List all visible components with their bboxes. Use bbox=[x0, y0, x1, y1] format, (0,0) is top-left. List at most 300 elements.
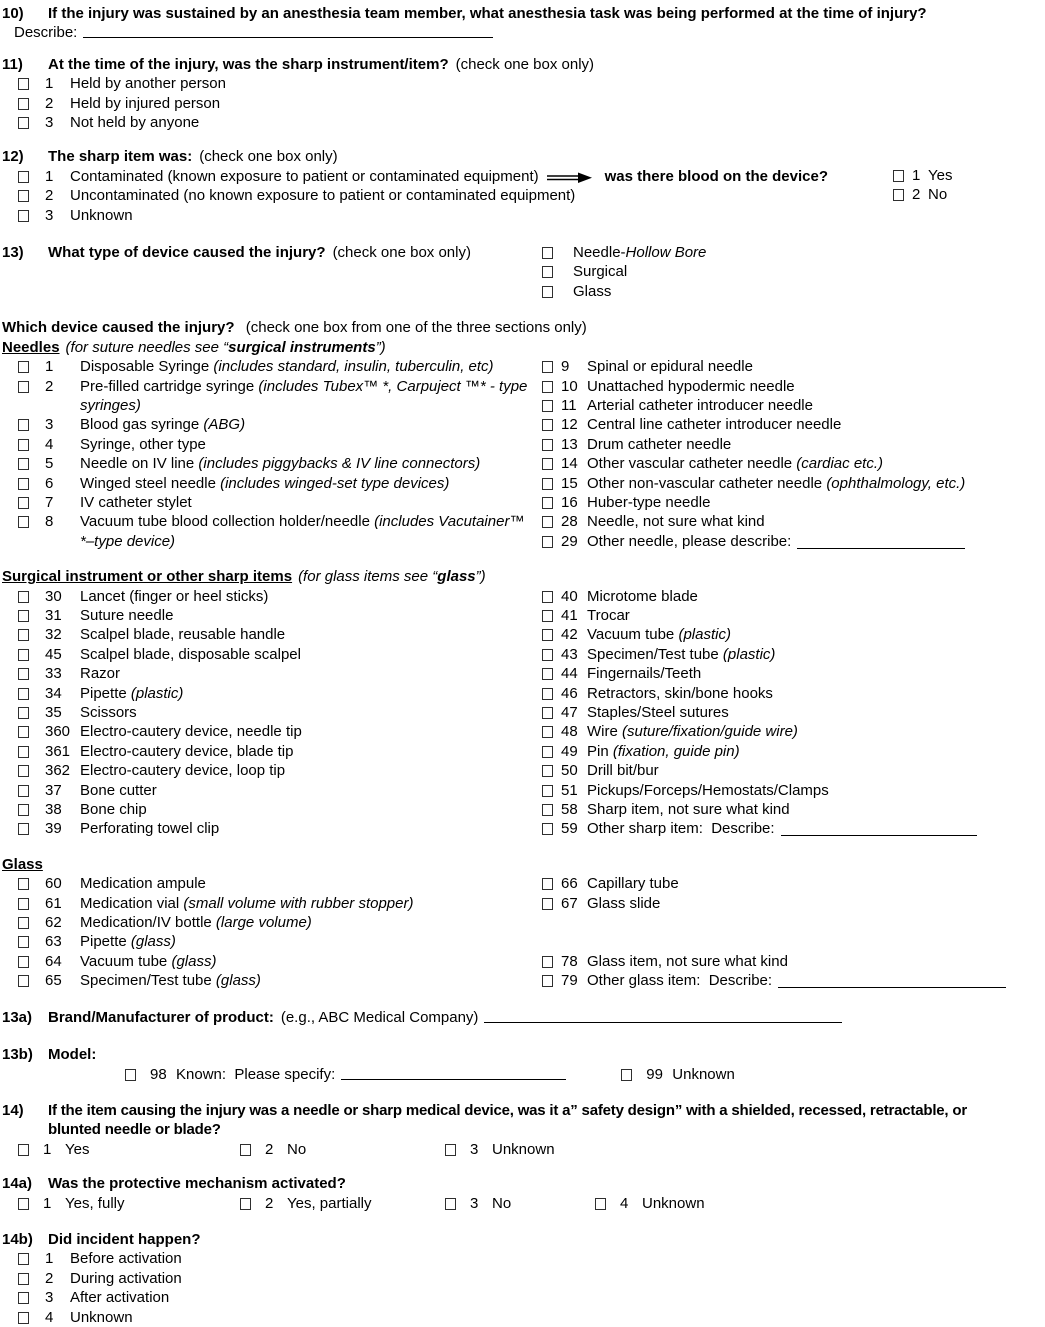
option-label: Held by another person bbox=[70, 75, 226, 93]
checkbox-option-row bbox=[540, 952, 1045, 971]
glass-right-column bbox=[540, 874, 1045, 990]
surgical-left-column bbox=[2, 587, 540, 839]
checkbox-option-row bbox=[540, 282, 706, 301]
option-label: Unknown bbox=[70, 1308, 133, 1326]
checkbox[interactable] bbox=[893, 189, 904, 201]
option-label-text: Glass bbox=[573, 282, 612, 300]
checkbox[interactable] bbox=[542, 804, 553, 816]
checkbox[interactable] bbox=[542, 439, 553, 451]
checkbox-option-row bbox=[2, 894, 540, 913]
section-hint: (check one box from one of the three sections only) bbox=[245, 319, 587, 337]
option-label: Not held by anyone bbox=[70, 114, 200, 132]
checkbox[interactable] bbox=[18, 1144, 29, 1156]
section-note-bold: surgical instruments bbox=[228, 338, 376, 356]
section-note-post: ”) bbox=[475, 568, 486, 586]
checkbox[interactable] bbox=[18, 936, 29, 948]
checkbox[interactable] bbox=[542, 458, 553, 470]
checkbox[interactable] bbox=[542, 688, 553, 700]
checkbox[interactable] bbox=[542, 707, 553, 719]
option-label: Other vascular catheter needle (cardiac etc.) bbox=[587, 455, 883, 473]
checkbox[interactable] bbox=[18, 898, 29, 910]
option-code: 15 bbox=[561, 474, 578, 492]
checkbox-option-row bbox=[540, 262, 706, 281]
option-label: No bbox=[928, 186, 948, 204]
surgical-section-header bbox=[2, 567, 1045, 586]
checkbox-option bbox=[18, 1140, 240, 1159]
checkbox[interactable] bbox=[18, 917, 29, 929]
option-code: 99 bbox=[646, 1065, 663, 1083]
option-code: 4 bbox=[620, 1194, 629, 1212]
option-label: Unknown bbox=[70, 206, 133, 224]
option-code: 8 bbox=[45, 513, 54, 531]
option-label: Razor bbox=[80, 665, 121, 683]
section-note bbox=[298, 568, 486, 585]
checkbox-option-row bbox=[2, 167, 1045, 186]
option-label: Needle, not sure what kind bbox=[587, 513, 765, 531]
question-14a bbox=[2, 1174, 1045, 1213]
option-code: 50 bbox=[561, 762, 578, 780]
checkbox[interactable] bbox=[18, 98, 29, 110]
option-label: Known: Please specify: bbox=[176, 1065, 336, 1083]
checkbox-option-row bbox=[540, 512, 1045, 531]
option-label: Pre-filled cartridge syringe (includes Tubex™ *, Carpuject ™* - type syringes) bbox=[80, 377, 528, 414]
option-code: 39 bbox=[45, 820, 62, 838]
checkbox-option-row bbox=[2, 761, 540, 780]
option-code: 1 bbox=[45, 75, 54, 93]
checkbox-option-row bbox=[540, 894, 1045, 913]
surgical-section bbox=[2, 567, 1045, 839]
checkbox-option bbox=[445, 1140, 555, 1159]
describe-label: Describe: bbox=[14, 24, 78, 42]
checkbox[interactable] bbox=[542, 516, 553, 528]
checkbox[interactable] bbox=[18, 956, 29, 968]
option-label: Pipette (plastic) bbox=[80, 684, 184, 702]
option-code: 78 bbox=[561, 952, 578, 970]
question-text: Was the protective mechanism activated? bbox=[48, 1175, 346, 1193]
option-code: 66 bbox=[561, 875, 578, 893]
option-label: Yes bbox=[928, 167, 953, 185]
checkbox-option-row bbox=[2, 493, 540, 512]
checkbox-option-row bbox=[540, 819, 1045, 838]
checkbox-option-row bbox=[540, 377, 1045, 396]
option-code: 11 bbox=[561, 396, 577, 414]
checkbox[interactable] bbox=[18, 458, 29, 470]
option-code: 1 bbox=[45, 358, 54, 376]
checkbox[interactable] bbox=[893, 170, 904, 182]
checkbox[interactable] bbox=[542, 361, 553, 373]
checkbox-option-row bbox=[2, 913, 540, 932]
checkbox[interactable] bbox=[18, 381, 29, 393]
checkbox-option-row bbox=[540, 703, 1045, 722]
checkbox[interactable] bbox=[18, 765, 29, 777]
option-label: Specimen/Test tube (plastic) bbox=[587, 645, 776, 663]
blood-yes-option bbox=[893, 166, 952, 185]
option-code: 1 bbox=[43, 1194, 52, 1212]
checkbox[interactable] bbox=[542, 668, 553, 680]
option-label: Other needle, please describe: bbox=[587, 532, 1045, 551]
checkbox[interactable] bbox=[18, 1312, 29, 1324]
checkbox[interactable] bbox=[621, 1069, 632, 1081]
checkbox-option-row bbox=[2, 1269, 1045, 1288]
checkbox[interactable] bbox=[18, 726, 29, 738]
write-in-line[interactable] bbox=[797, 537, 965, 549]
option-label-text: Needle- bbox=[573, 244, 626, 262]
checkbox[interactable] bbox=[125, 1069, 136, 1081]
section-note-pre: (for suture needles see “ bbox=[65, 338, 229, 356]
option-label: Vacuum tube (glass) bbox=[80, 952, 217, 970]
checkbox[interactable] bbox=[18, 629, 29, 641]
checkbox[interactable] bbox=[18, 439, 29, 451]
option-label: Vacuum tube blood collection holder/needle (includes Vacutainer™ *–type device) bbox=[80, 513, 525, 550]
checkbox-option bbox=[240, 1140, 445, 1159]
option-code: 13 bbox=[561, 435, 578, 453]
option-note: (plastic) bbox=[678, 626, 731, 644]
option-code: 3 bbox=[45, 114, 54, 132]
checkbox[interactable] bbox=[542, 746, 553, 758]
question-14b bbox=[2, 1230, 1045, 1327]
option-code: 1 bbox=[45, 167, 54, 185]
checkbox-option-row bbox=[2, 94, 1045, 113]
checkbox[interactable] bbox=[18, 210, 29, 222]
option-code: 14 bbox=[561, 455, 578, 473]
checkbox-option-row bbox=[2, 474, 540, 493]
option-code: 16 bbox=[561, 493, 578, 511]
option-code: 360 bbox=[45, 723, 71, 741]
option-note: (includes piggybacks & IV line connectors) bbox=[198, 455, 481, 473]
option-note: (suture/fixation/guide wire) bbox=[622, 723, 798, 741]
option-label: Retractors, skin/bone hooks bbox=[587, 684, 773, 702]
checkbox[interactable] bbox=[18, 1198, 29, 1210]
checkbox-option-row bbox=[2, 1288, 1045, 1307]
option-code: 61 bbox=[45, 894, 62, 912]
option-code: 2 bbox=[265, 1140, 274, 1158]
checkbox[interactable] bbox=[18, 190, 29, 202]
model-write-in-line[interactable] bbox=[341, 1068, 566, 1080]
needles-left-column bbox=[2, 357, 540, 551]
checkbox-option-row bbox=[540, 493, 1045, 512]
checkbox[interactable] bbox=[542, 878, 553, 890]
checkbox[interactable] bbox=[542, 497, 553, 509]
checkbox-option-row bbox=[2, 206, 1045, 225]
option-code: 4 bbox=[45, 1308, 54, 1326]
checkbox-option-row bbox=[2, 587, 540, 606]
question-line-1: If the item causing the injury was a needle or sharp medical device, was it a” safety design” with a shielded, recessed, retractable, or bbox=[48, 1101, 967, 1119]
checkbox[interactable] bbox=[542, 247, 553, 259]
option-note: (includes winged-set type devices) bbox=[220, 474, 450, 492]
section-note-bold: glass bbox=[437, 568, 476, 586]
checkbox[interactable] bbox=[18, 117, 29, 129]
checkbox-option bbox=[595, 1194, 705, 1213]
section-note-post: ”) bbox=[375, 338, 386, 356]
blood-question: was there blood on the device? bbox=[604, 167, 828, 185]
checkbox[interactable] bbox=[18, 516, 29, 528]
option-code: 51 bbox=[561, 781, 578, 799]
option-label: Wire (suture/fixation/guide wire) bbox=[587, 723, 798, 741]
checkbox[interactable] bbox=[18, 1253, 29, 1265]
checkbox[interactable] bbox=[542, 975, 553, 987]
checkbox[interactable] bbox=[542, 286, 553, 298]
checkbox[interactable] bbox=[542, 823, 553, 835]
checkbox[interactable] bbox=[240, 1198, 251, 1210]
option-label: Other non-vascular catheter needle (ophthalmology, etc.) bbox=[587, 474, 966, 492]
question-hint: (check one box only) bbox=[199, 148, 338, 166]
option-label: Capillary tube bbox=[587, 875, 679, 893]
option-code: 98 bbox=[150, 1065, 167, 1083]
option-note: (cardiac etc.) bbox=[796, 455, 883, 473]
checkbox-option-row bbox=[2, 781, 540, 800]
question-text: If the injury was sustained by an anesthesia team member, what anesthesia task was being performed at the time of injury? bbox=[48, 5, 927, 22]
question-hint: (check one box only) bbox=[332, 244, 471, 262]
checkbox-option-row bbox=[2, 606, 540, 625]
option-label: Central line catheter introducer needle bbox=[587, 416, 842, 434]
question-text: The sharp item was: bbox=[48, 148, 193, 166]
checkbox-option-row bbox=[540, 435, 1045, 454]
option-label: Arterial catheter introducer needle bbox=[587, 396, 813, 414]
checkbox[interactable] bbox=[18, 591, 29, 603]
option-label: Bone chip bbox=[80, 801, 147, 819]
option-code: 5 bbox=[45, 455, 54, 473]
question-12 bbox=[2, 147, 1045, 225]
checkbox[interactable] bbox=[542, 898, 553, 910]
question-hint: (e.g., ABC Medical Company) bbox=[280, 1008, 479, 1026]
option-code: 45 bbox=[45, 645, 62, 663]
option-code: 49 bbox=[561, 742, 578, 760]
checkbox[interactable] bbox=[542, 419, 553, 431]
option-label: During activation bbox=[70, 1269, 182, 1287]
option-label: Contaminated (known exposure to patient or contaminated equipment) bbox=[70, 167, 539, 185]
checkbox[interactable] bbox=[542, 765, 553, 777]
checkbox[interactable] bbox=[18, 649, 29, 661]
option-label bbox=[573, 282, 706, 301]
option-label: Specimen/Test tube (glass) bbox=[80, 972, 261, 990]
question-13b bbox=[2, 1045, 1045, 1084]
question-13a bbox=[2, 1008, 1045, 1027]
checkbox[interactable] bbox=[240, 1144, 251, 1156]
option-note: (plastic) bbox=[722, 645, 776, 663]
option-code: 28 bbox=[561, 513, 578, 531]
checkbox[interactable] bbox=[18, 707, 29, 719]
option-label: Before activation bbox=[70, 1250, 182, 1268]
question-text: At the time of the injury, was the sharp instrument/item? bbox=[48, 55, 449, 73]
option-note: (small volume with rubber stopper) bbox=[183, 894, 414, 912]
checkbox[interactable] bbox=[18, 610, 29, 622]
question-text: Did incident happen? bbox=[48, 1230, 201, 1248]
checkbox-option-row bbox=[540, 454, 1045, 473]
checkbox-option-row bbox=[2, 435, 540, 454]
option-label bbox=[573, 243, 706, 262]
checkbox[interactable] bbox=[18, 1292, 29, 1304]
brand-write-in-line[interactable] bbox=[484, 1011, 842, 1023]
option-note: (ABG) bbox=[203, 416, 246, 434]
question-number: 13b) bbox=[2, 1046, 33, 1064]
checkbox-option-row bbox=[2, 357, 540, 376]
option-code: 59 bbox=[561, 820, 578, 838]
checkbox[interactable] bbox=[18, 785, 29, 797]
option-label: Yes bbox=[65, 1140, 90, 1158]
option-code: 44 bbox=[561, 665, 578, 683]
q14-options-row bbox=[2, 1140, 1045, 1159]
option-label: Electro-cautery device, blade tip bbox=[80, 742, 294, 760]
checkbox-option-row bbox=[540, 474, 1045, 493]
write-in-line[interactable] bbox=[778, 976, 1006, 988]
checkbox[interactable] bbox=[18, 688, 29, 700]
option-label: Scissors bbox=[80, 704, 137, 721]
option-code: 2 bbox=[45, 1269, 54, 1287]
checkbox[interactable] bbox=[18, 975, 29, 987]
checkbox-option-row bbox=[2, 819, 540, 838]
option-code: 9 bbox=[561, 358, 570, 376]
checkbox[interactable] bbox=[542, 478, 553, 490]
option-code: 1 bbox=[45, 1250, 54, 1268]
option-note: (includes Vacutainer™ *–type device) bbox=[80, 513, 525, 550]
checkbox[interactable] bbox=[542, 956, 553, 968]
checkbox-option-row bbox=[2, 1249, 1045, 1268]
option-code: 1 bbox=[912, 167, 921, 185]
needles-list bbox=[2, 357, 1045, 551]
checkbox-option-row bbox=[2, 684, 540, 703]
needles-section-header bbox=[2, 338, 1045, 357]
option-code: 32 bbox=[45, 626, 62, 644]
option-label: Trocar bbox=[587, 606, 630, 624]
option-label: Sharp item, not sure what kind bbox=[587, 801, 790, 819]
option-label: Huber-type needle bbox=[587, 493, 711, 511]
question-text: Brand/Manufacturer of product: bbox=[48, 1008, 274, 1026]
option-label: Pipette (glass) bbox=[80, 933, 176, 951]
checkbox[interactable] bbox=[18, 804, 29, 816]
option-code: 10 bbox=[561, 377, 578, 395]
option-code: 2 bbox=[912, 186, 921, 204]
option-label: Pickups/Forceps/Hemostats/Clamps bbox=[587, 781, 829, 799]
option-code: 30 bbox=[45, 587, 62, 605]
checkbox[interactable] bbox=[18, 878, 29, 890]
checkbox-option-row bbox=[540, 800, 1045, 819]
option-label: Uncontaminated (no known exposure to patient or contaminated equipment) bbox=[70, 187, 576, 205]
checkbox[interactable] bbox=[542, 400, 553, 412]
checkbox-option-row bbox=[540, 587, 1045, 606]
section-note bbox=[66, 339, 386, 356]
option-label: Other glass item: Describe: bbox=[587, 971, 1045, 990]
checkbox[interactable] bbox=[445, 1198, 456, 1210]
option-code: 3 bbox=[470, 1140, 479, 1158]
option-label: Electro-cautery device, loop tip bbox=[80, 762, 286, 780]
checkbox-option-row bbox=[2, 454, 540, 473]
checkbox[interactable] bbox=[542, 649, 553, 661]
glass-left-column bbox=[2, 874, 540, 990]
checkbox[interactable] bbox=[18, 668, 29, 680]
describe-write-in-line[interactable] bbox=[83, 26, 493, 38]
option-code: 1 bbox=[43, 1140, 52, 1158]
write-in-line[interactable] bbox=[781, 824, 977, 836]
glass-section bbox=[2, 855, 1045, 991]
option-label-italic: Hollow Bore bbox=[625, 244, 707, 262]
checkbox[interactable] bbox=[542, 610, 553, 622]
option-label: Unattached hypodermic needle bbox=[587, 377, 795, 395]
option-code: 40 bbox=[561, 587, 578, 605]
checkbox[interactable] bbox=[542, 536, 553, 548]
option-code: 41 bbox=[561, 606, 578, 624]
option-code: 47 bbox=[561, 704, 578, 721]
checkbox-option-row bbox=[540, 606, 1045, 625]
checkbox-option bbox=[240, 1194, 445, 1213]
checkbox[interactable] bbox=[18, 361, 29, 373]
checkbox-option-row bbox=[2, 874, 540, 893]
option-note: (plastic) bbox=[130, 684, 184, 702]
checkbox[interactable] bbox=[542, 266, 553, 278]
checkbox-option-row bbox=[2, 1308, 1045, 1327]
option-note: (glass) bbox=[215, 972, 261, 990]
option-code: 67 bbox=[561, 894, 578, 912]
checkbox[interactable] bbox=[542, 726, 553, 738]
checkbox[interactable] bbox=[18, 78, 29, 90]
checkbox[interactable] bbox=[18, 171, 29, 183]
option-code: 46 bbox=[561, 684, 578, 702]
q14b-options-list bbox=[2, 1249, 1045, 1327]
option-label: Unknown bbox=[642, 1194, 705, 1212]
question-text: What type of device caused the injury? bbox=[48, 244, 326, 262]
checkbox-option-row bbox=[2, 113, 1045, 132]
option-code: 7 bbox=[45, 493, 54, 511]
option-note: (fixation, guide pin) bbox=[612, 742, 740, 760]
option-code: 2 bbox=[265, 1194, 274, 1212]
blood-no-option bbox=[893, 185, 947, 204]
checkbox[interactable] bbox=[595, 1198, 606, 1210]
option-label: Drill bit/bur bbox=[587, 762, 659, 780]
checkbox[interactable] bbox=[18, 1273, 29, 1285]
checkbox-option-row bbox=[540, 742, 1045, 761]
option-code: 2 bbox=[45, 94, 54, 112]
option-code: 62 bbox=[45, 914, 62, 932]
checkbox-option-row bbox=[540, 684, 1045, 703]
checkbox[interactable] bbox=[18, 419, 29, 431]
checkbox-option-row bbox=[2, 971, 540, 990]
option-label: IV catheter stylet bbox=[80, 493, 192, 511]
checkbox[interactable] bbox=[542, 591, 553, 603]
checkbox[interactable] bbox=[18, 478, 29, 490]
option-code: 42 bbox=[561, 626, 578, 644]
checkbox-option-row bbox=[2, 664, 540, 683]
option-label-text: Surgical bbox=[573, 263, 628, 281]
option-code: 33 bbox=[45, 665, 62, 683]
option-label: Microtome blade bbox=[587, 587, 698, 605]
needles-right-column bbox=[540, 357, 1045, 551]
option-label: Glass slide bbox=[587, 894, 661, 912]
option-code: 38 bbox=[45, 801, 62, 819]
option-label: Unknown bbox=[672, 1065, 735, 1083]
option-label: Yes, fully bbox=[65, 1194, 125, 1212]
question-text: Model: bbox=[48, 1046, 97, 1064]
option-code: 65 bbox=[45, 972, 62, 990]
option-code: 34 bbox=[45, 684, 62, 702]
question-number: 14b) bbox=[2, 1230, 33, 1248]
checkbox[interactable] bbox=[542, 629, 553, 641]
checkbox[interactable] bbox=[18, 497, 29, 509]
checkbox-option-row bbox=[540, 415, 1045, 434]
option-code: 3 bbox=[45, 206, 54, 224]
checkbox-option-row bbox=[540, 971, 1045, 990]
option-code: 37 bbox=[45, 781, 62, 799]
option-label: After activation bbox=[70, 1289, 170, 1307]
checkbox[interactable] bbox=[445, 1144, 456, 1156]
checkbox[interactable] bbox=[542, 381, 553, 393]
option-code: 60 bbox=[45, 875, 62, 893]
question-number: 14a) bbox=[2, 1175, 33, 1193]
option-label: Blood gas syringe (ABG) bbox=[80, 416, 246, 434]
checkbox[interactable] bbox=[18, 823, 29, 835]
option-label: Electro-cautery device, needle tip bbox=[80, 723, 302, 741]
checkbox[interactable] bbox=[18, 746, 29, 758]
question-number: 11) bbox=[2, 55, 23, 73]
checkbox[interactable] bbox=[542, 785, 553, 797]
